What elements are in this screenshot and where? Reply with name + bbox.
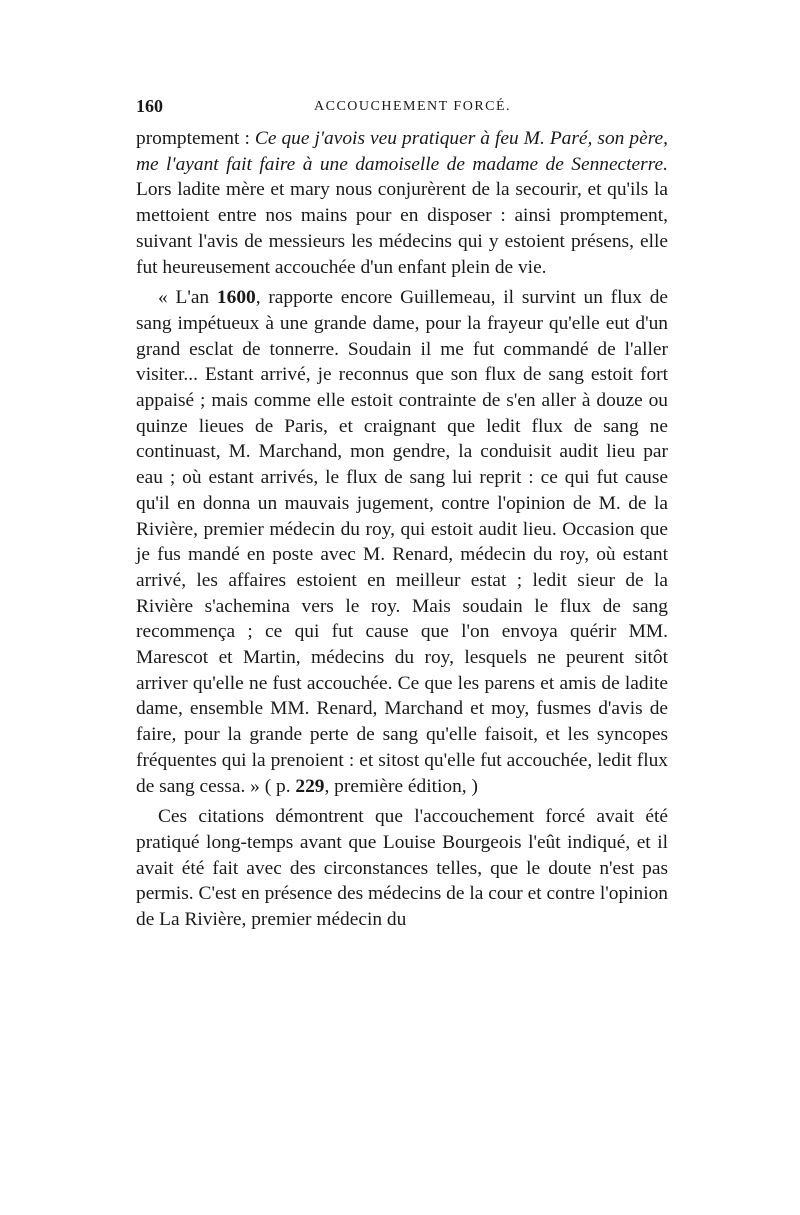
running-title: ACCOUCHEMENT FORCÉ. xyxy=(314,99,512,114)
paragraph-2-close: , première édition, ) xyxy=(324,775,478,797)
paragraph-2-page-ref: 229 xyxy=(295,775,325,797)
paragraph-3-text: Ces citations démontrent que l'accouchement forcé avait été pratiqué long-temps avant que Louise Bourgeois l'eût indiqué, et il avait été fait avec des circonstances telles, que le doute n'est pas permis. C'est en présence des médecins de la cour et contre l'opinion de La Rivière, premier médecin du xyxy=(136,806,668,931)
book-page xyxy=(136,96,668,933)
paragraph-2 xyxy=(136,285,668,799)
paragraph-3 xyxy=(136,804,668,933)
paragraph-1 xyxy=(136,126,668,280)
page-number: 160 xyxy=(136,96,163,116)
paragraph-2-open: « L'an xyxy=(158,287,217,309)
paragraph-1-rest: Lors ladite mère et mary nous conjurèrent de la secourir, et qu'ils la mettoient entre nos mains pour en disposer : ainsi promptement, suivant l'avis de messieurs les médecins qui y estoient présens, elle fut heureusement accouchée d'un enfant plein de vie. xyxy=(136,179,668,278)
paragraph-2-year: 1600 xyxy=(216,287,256,309)
paragraph-1-lead: promptement : xyxy=(136,128,255,149)
paragraph-1-quote: Ce que j'avois veu pratiquer à feu M. Paré, son père, me l'ayant fait faire à une damoiselle de madame de Sennecterre. xyxy=(136,128,668,175)
paragraph-2-body: , rapporte encore Guillemeau, il survint un flux de sang impétueux à une grande dame, pour la frayeur qu'elle eut d'un grand esclat de tonnerre. Soudain il me fut commandé de l'aller visiter... Estant arrivé, je reconnus que son flux de sang estoit fort appaisé ; mais comme elle estoit contrainte de s'en aller à douze ou quinze lieues de Paris, et craignant que ledit flux de sang ne continuast, M. Marchand, mon gendre, la conduisit audit lieu par eau ; où estant arrivés, le flux de sang lui reprit : ce qui fut cause qu'il en donna un mauvais jugement, contre l'opinion de M. de la Rivière, premier médecin du roy, qui estoit audit lieu. Occasion que je fus mandé en poste avec M. Renard, médecin du roy, où estant arrivé, les affaires estoient en meilleur estat ; ledit sieur de la Rivière s'achemina vers le roy. Mais soudain le flux de sang recommença ; ce qui fut cause que l'on envoya quérir MM. Marescot et Martin, médecins du roy, lesquels ne peurent sitôt arriver qu'elle ne fust accouchée. Ce que les parens et amis de ladite dame, ensemble MM. Renard, Marchand et moy, fusmes d'avis de faire, pour la grande perte de sang qu'elle faisoit, et les syncopes fréquentes qui la prenoient : et sitost qu'elle fut accouchée, ledit flux de sang cessa. » ( p. xyxy=(136,287,668,797)
running-head xyxy=(136,96,668,126)
